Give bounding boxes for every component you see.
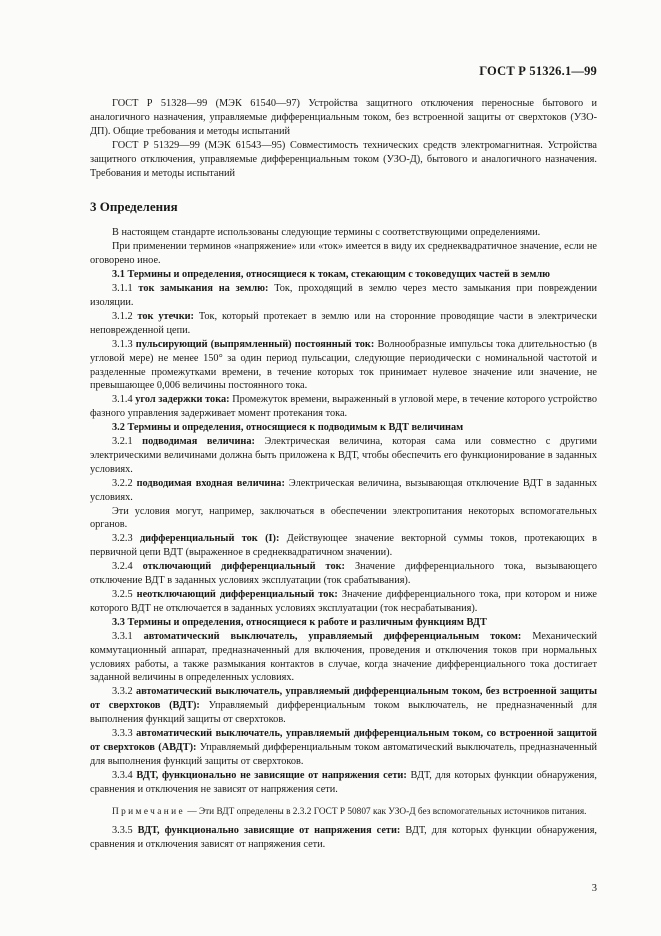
term-text: ВДТ, для которых функции обнаружения, сравнения и отключения не зависят от напряжения сети. (90, 769, 597, 795)
note-label: Примечание (112, 806, 185, 817)
reference-2: ГОСТ Р 51329—99 (МЭК 61543—95) Совместимость технических средств электромагнитная. Устройства защитного отключения, управляемые дифференциальным током (УЗО-Д), бытового и аналогичного назначения. Требования и методы испытаний (90, 139, 597, 179)
document-header: ГОСТ Р 51326.1—99 (479, 64, 597, 78)
term-definition (90, 727, 597, 769)
term-text: Ток, который протекает в землю или на сторонние проводящие части в электрически неповрежденной цепи. (90, 310, 598, 336)
term-number: 3.1.1 (112, 283, 133, 295)
subsection-3-3-terms-continued (90, 824, 597, 852)
term-definition (90, 588, 597, 616)
term-number: 3.3.1 (112, 630, 133, 642)
term-number: 3.3.2 (112, 686, 133, 698)
term-name: отключающий дифференциальный ток: (142, 561, 345, 573)
term-number: 3.2.2 (112, 477, 133, 489)
subsection-heading-3-1: 3.1 Термины и определения, относящиеся к токам, стекающим с токоведущих частей в землю (112, 269, 550, 281)
term-name: ВДТ, функционально зависящие от напряжения сети: (137, 824, 401, 836)
term-definition (90, 560, 597, 588)
page-number: 3 (591, 883, 597, 894)
term-text: Управляемый дифференциальным током автоматический выключатель, предназначенный для выполнения функций защиты от сверхтоков. (90, 741, 598, 767)
term-name: ток утечки: (137, 310, 194, 322)
term-name: автоматический выключатель, управляемый дифференциальным током: (143, 630, 522, 642)
term-number: 3.3.3 (112, 728, 133, 740)
term-definition (90, 477, 597, 505)
term-number: 3.2.4 (112, 561, 133, 573)
term-text: Механический коммутационный аппарат, предназначенный для включения, проведения и отключения токов при нормальных условиях работы, а также размыкания контактов в случае, когда значение дифференциального тока достигает заданной величины в определенных условиях. (90, 630, 598, 684)
term-number: 3.2.3 (112, 533, 133, 545)
term-text: Ток, проходящий в землю через место замыкания при повреждении изоляции. (90, 283, 598, 308)
term-name: пульсирующий (выпрямленный) постоянный ток: (135, 338, 375, 350)
term-text: Значение дифференциального тока, вызывающего отключение ВДТ в заданных условиях эксплуатации (ток срабатывания). (90, 561, 597, 587)
subsection-3-2-terms-continued (90, 532, 597, 615)
term-definition (90, 393, 597, 421)
term-text: Промежуток времени, выраженный в угловой мере, в течение которого устройство фазного управления задерживает момент протекания тока. (90, 394, 597, 420)
term-number: 3.1.4 (112, 394, 133, 406)
term-name: ток замыкания на землю: (138, 283, 269, 295)
term-definition (90, 532, 597, 560)
term-definition (90, 630, 597, 686)
subsection-heading-3-2: 3.2 Термины и определения, относящиеся к подводимым к ВДТ величинам (112, 422, 464, 434)
term-number: 3.2.5 (112, 589, 133, 600)
subsection-3-3-terms (90, 630, 597, 797)
term-text: Электрическая величина, вызывающая отключение ВДТ в заданных условиях. (90, 477, 598, 503)
term-name: неотключающий дифференциальный ток: (136, 589, 338, 600)
term-text: Электрическая величина, которая сама или совместно с другими электрическими величинами должна быть приложена к ВДТ, чтобы обеспечить его функционирование в заданных условиях. (90, 436, 597, 475)
term-definition (90, 769, 597, 797)
term-number: 3.1.3 (112, 338, 133, 350)
term-definition (90, 338, 597, 394)
term-name: подводимая величина: (142, 436, 255, 448)
term-name: подводимая входная величина: (136, 477, 285, 489)
intro-paragraph-2: При применении терминов «напряжение» или «ток» имеется в виду их среднеквадратичное значение, если не оговорено иное. (90, 241, 597, 267)
term-definition (90, 435, 597, 477)
note-text: — Эти ВДТ определены в 2.3.2 ГОСТ Р 50807 как УЗО-Д без вспомогательных источников питания. (185, 806, 587, 817)
reference-1: ГОСТ Р 51328—99 (МЭК 61540—97) Устройства защитного отключения переносные бытового и аналогичного назначения, управляемые дифференциальным током, без встроенной защиты от сверхтоков (УЗО-ДП). Общие требования и методы испытаний (90, 98, 597, 137)
document-body (90, 97, 597, 851)
term-definition (90, 685, 597, 727)
subsection-heading-3-3: 3.3 Термины и определения, относящиеся к работе и различным функциям ВДТ (112, 616, 487, 628)
intro-paragraph-1: В настоящем стандарте использованы следующие термины с соответствующими определениями. (112, 227, 541, 239)
term-number: 3.3.4 (112, 769, 133, 781)
term-text: ВДТ, для которых функции обнаружения, сравнения и отключения зависят от напряжения сети. (90, 824, 598, 850)
note (90, 806, 597, 819)
section-title: 3 Определения (90, 199, 178, 215)
term-definition (90, 282, 597, 310)
term-number: 3.3.5 (112, 824, 133, 836)
term-number: 3.1.2 (112, 310, 133, 322)
conditions-paragraph: Эти условия могут, например, заключаться в обеспечении электропитания некоторых вспомогательных органов. (90, 505, 597, 531)
term-definition (90, 310, 597, 338)
term-definition (90, 824, 597, 852)
term-text: Значение дифференциального тока, при котором и ниже которого ВДТ не отключается в заданных условиях эксплуатации (ток несрабатывания). (90, 589, 598, 614)
term-text: Управляемый дифференциальным током выключатель, не предназначенный для выполнения функций защиты от сверхтоков. (90, 700, 598, 726)
subsection-3-1-terms (90, 282, 597, 421)
term-number: 3.2.1 (112, 436, 133, 448)
term-name: дифференциальный ток (I): (139, 533, 280, 545)
term-text: Действующее значение векторной суммы токов, протекающих в первичной цепи ВДТ (выраженное в среднеквадратичном значении). (90, 533, 598, 559)
term-name: автоматический выключатель, управляемый дифференциальным током, со встроенной защитой от сверхтоков (АВДТ): (90, 728, 597, 753)
term-text: Волнообразные импульсы тока длительностью (в угловой мере) не менее 150° за один период пульсации, следующие периодически с номинальной частотой и разделенные промежутками времени, в течение которых ток принимает нулевое значение или значение, не превышающее 0,006 величины постоянного тока. (90, 338, 597, 392)
term-name: автоматический выключатель, управляемый дифференциальным током, без встроенной защиты от сверхтоков (ВДТ): (90, 686, 597, 712)
term-name: угол задержки тока: (135, 394, 230, 406)
term-name: ВДТ, функционально не зависящие от напряжения сети: (136, 769, 407, 781)
subsection-3-2-terms (90, 435, 597, 505)
